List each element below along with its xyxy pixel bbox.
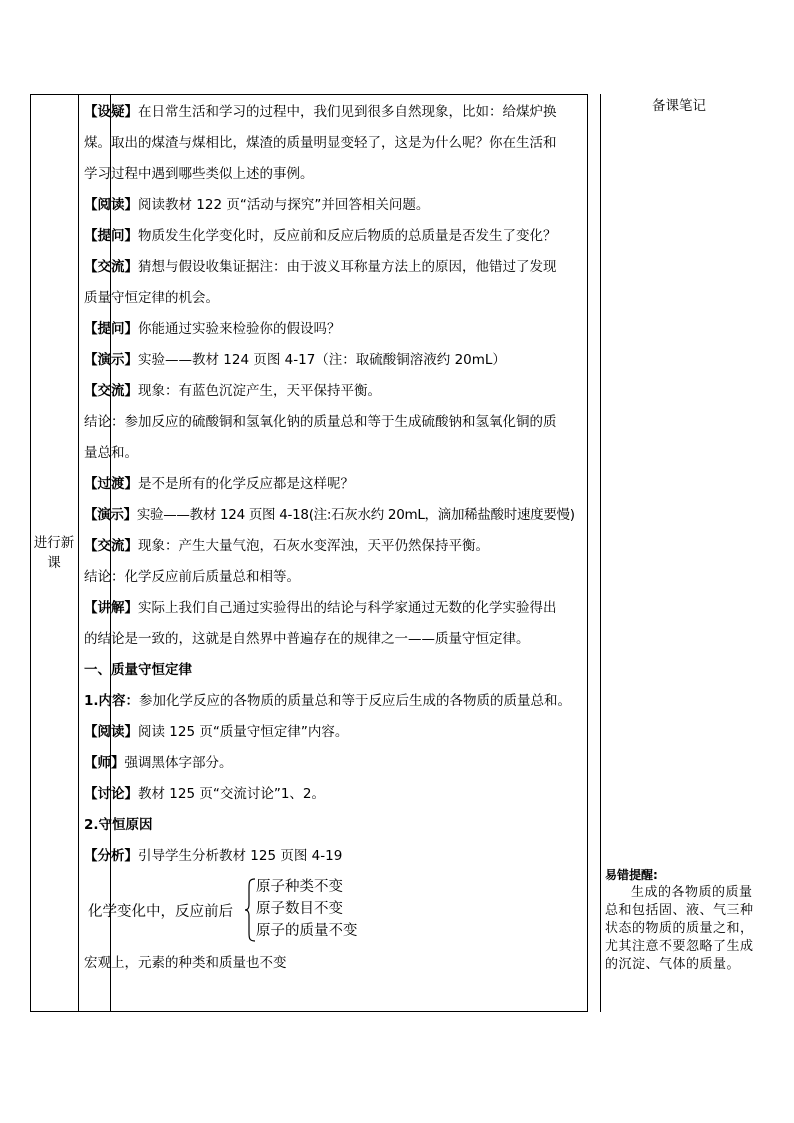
content-line: 质量守恒定律的机会。 <box>84 290 219 306</box>
content-line: 的结论是一致的，这就是自然界中普遍存在的规律之一——质量守恒定律。 <box>84 631 530 647</box>
content-line: 量总和。 <box>84 445 138 461</box>
stage-label: 进行新课 <box>33 535 75 571</box>
tip-body: 生成的各物质的质量总和包括固、液、气三种状态的物质的质量之和，尤其注意不要忽略了生成的沉淀、气体的质量。 <box>605 885 754 972</box>
conservation-item: 原子数目不变 <box>256 901 343 917</box>
content-line: 【提问】你能通过实验来检验你的假设吗？ <box>84 321 341 337</box>
content-line: 【设疑】在日常生活和学习的过程中，我们见到很多自然现象，比如：给煤炉换 <box>84 104 557 120</box>
section-heading: 2.守恒原因 <box>84 817 153 833</box>
content-line: 【交流】现象：有蓝色沉淀产生，天平保持平衡。 <box>84 383 381 399</box>
content-line: 煤。取出的煤渣与煤相比，煤渣的质量明显变轻了，这是为什么呢？你在生活和 <box>84 135 557 151</box>
content-line: 【提问】物质发生化学变化时，反应前和反应后物质的总质量是否发生了变化？ <box>84 228 557 244</box>
curly-brace-icon <box>244 878 256 942</box>
content-line: 学习过程中遇到哪些类似上述的事例。 <box>84 166 314 182</box>
column-divider <box>78 95 79 1011</box>
content-line: 【师】强调黑体字部分。 <box>84 755 233 771</box>
section-heading: 一、质量守恒定律 <box>84 662 192 678</box>
content-line: 【阅读】阅读 125 页“质量守恒定律”内容。 <box>84 724 349 740</box>
notes-title: 备课笔记 <box>652 98 706 114</box>
error-tip <box>605 866 763 974</box>
conservation-items <box>256 876 358 942</box>
content-line: 【演示】实验——教材 124 页图 4-17（注：取硫酸铜溶液约 20mL） <box>84 352 506 368</box>
conservation-item: 原子的质量不变 <box>256 923 358 939</box>
content-line: 【交流】猜想与假设收集证据注：由于波义耳称量方法上的原因，他错过了发现 <box>84 259 557 275</box>
content-line: 【交流】现象：产生大量气泡，石灰水变浑浊，天平仍然保持平衡。 <box>84 538 489 554</box>
content-line: 【过渡】是不是所有的化学反应都是这样呢？ <box>84 476 354 492</box>
content-line: 【阅读】阅读教材 122 页“活动与探究”并回答相关问题。 <box>84 197 430 213</box>
content-line: 结论：参加反应的硫酸铜和氢氧化钠的质量总和等于生成硫酸钠和氢氧化铜的质 <box>84 414 557 430</box>
conservation-diagram <box>84 876 584 942</box>
conservation-item: 原子种类不变 <box>256 879 343 895</box>
content-line: 宏观上，元素的种类和质量也不变 <box>84 955 287 971</box>
lesson-content <box>84 97 584 979</box>
content-line: 【分析】引导学生分析教材 125 页图 4-19 <box>84 848 343 864</box>
content-line: 【讲解】实际上我们自己通过实验得出的结论与科学家通过无数的化学实验得出 <box>84 600 557 616</box>
content-line: 1.内容：参加化学反应的各物质的质量总和等于反应后生成的各物质的质量总和。 <box>84 693 572 709</box>
tip-title: 易错提醒: <box>605 868 658 882</box>
content-line: 【演示】实验——教材 124 页图 4-18(注:石灰水约 20mL，滴加稀盐酸时速度要慢) <box>84 507 575 523</box>
content-line: 【讨论】教材 125 页“交流讨论”1、2。 <box>84 786 326 802</box>
conservation-lhs: 化学变化中，反应前后 <box>88 904 233 920</box>
notes-divider <box>600 94 601 1012</box>
content-line: 结论：化学反应前后质量总和相等。 <box>84 569 300 585</box>
